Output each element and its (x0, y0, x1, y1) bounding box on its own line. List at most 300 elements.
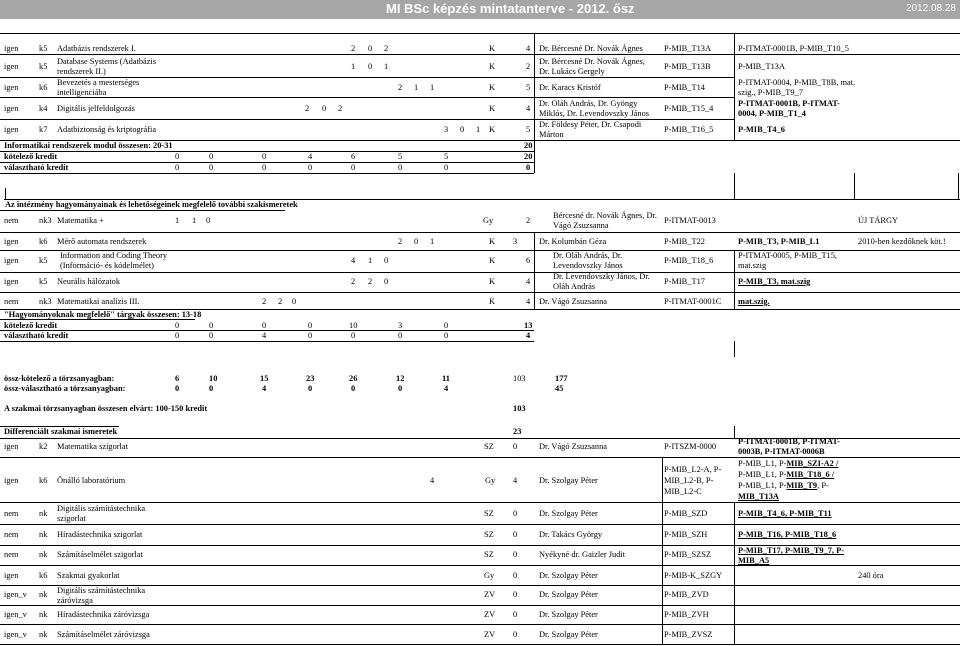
type-cell: nk (39, 590, 48, 599)
hours-practice: 1 (414, 83, 419, 92)
total-value: 15 (260, 374, 269, 383)
grid-line (0, 502, 960, 503)
credit-value: 0 (175, 331, 180, 340)
grid-line (534, 232, 535, 250)
teacher-cell: Bércesné dr. Novák Ágnes, Dr. (553, 211, 657, 220)
prerequisite-cell: mat.szig. (738, 297, 770, 306)
teacher-cell: Dr. Levendovszky János, Dr. (553, 272, 650, 281)
teacher-cell: Dr. Vágó Zsuzsanna (539, 442, 607, 451)
credit-cell: 4 (526, 44, 531, 53)
total-mandatory-label: össz-kötelező a törzsanyagban: (4, 374, 115, 383)
subject-name: Számításelmélet záróvizsga (57, 630, 150, 639)
mandatory-credit-label: kötelező kredit (4, 152, 58, 161)
subject-name: Digitális számítástechnika (57, 504, 146, 513)
credit-value: 0 (308, 331, 313, 340)
type-cell: nk (39, 509, 48, 518)
type-cell: k5 (39, 256, 48, 265)
credit-cell: 0 (513, 442, 518, 451)
credit-value: 10 (349, 321, 358, 330)
type-cell: k6 (39, 83, 48, 92)
grid-line (734, 426, 735, 438)
type-cell: k4 (39, 104, 48, 113)
status-cell: igen (4, 277, 19, 286)
grid-line (958, 173, 959, 199)
hours-lab: 1 (476, 125, 481, 134)
subject-code: P-MIB_T17 (664, 277, 705, 286)
credit-cell: 4 (526, 104, 531, 113)
prerequisite-cell-cont: MIB_A5 (738, 556, 770, 565)
credit-value: 0 (351, 331, 356, 340)
type-cell: nk (39, 630, 48, 639)
exam-type: ZV (484, 590, 496, 599)
subject-name: Számításelmélet szigorlat (57, 550, 143, 559)
credit-value: 0 (262, 163, 267, 172)
prerequisite-cell-cont: mat.szig (738, 261, 767, 270)
subject-code: P-MIB_ZVSZ (664, 630, 713, 639)
type-cell: k7 (39, 125, 48, 134)
teacher-cell: Dr. Karacs Kristóf (539, 83, 601, 92)
total-value: 0 (308, 384, 313, 393)
teacher-cell: Dr. Szolgay Péter (539, 630, 598, 639)
status-cell: igen (4, 571, 19, 580)
hours-lab: 2 (338, 104, 343, 113)
total-value: 11 (442, 374, 450, 383)
prerequisite-cell: P-MIB_L1, P-MIB_SZI-A2 / (738, 459, 839, 468)
subject-code: P-MIB_T14 (664, 83, 705, 92)
subject-code: P-ITMAT-0013 (664, 216, 716, 225)
exam-type: SZ (484, 530, 494, 539)
grid-line (0, 232, 960, 233)
exam-type: K (489, 125, 496, 134)
credit-cell: 2 (526, 62, 531, 71)
subject-name: Digitális jelfeldolgozás (57, 104, 135, 113)
credit-value: 0 (308, 321, 313, 330)
teacher-cell: Dr. Szolgay Péter (539, 610, 598, 619)
hours-lab: 1 (430, 237, 435, 246)
prerequisite-cell: P-MIB_T17, P-MIB_T9_7, P- (738, 546, 845, 555)
credit-value: 5 (444, 152, 449, 161)
credit-value: 0 (262, 152, 267, 161)
credit-cell: 6 (526, 256, 531, 265)
subject-name: Szakmai gyakorlat (57, 571, 120, 580)
prerequisite-cell: P-MIB_T4_6 (738, 125, 785, 134)
total-value: 103 (513, 374, 526, 383)
prerequisite-cell: P-ITMAT-0004, P-MIB_T8B, mat. (738, 78, 856, 87)
grid-line (0, 341, 534, 342)
grid-line (0, 457, 960, 458)
grid-line (734, 341, 735, 357)
type-cell: k5 (39, 277, 48, 286)
grid-line (0, 173, 534, 174)
type-cell: k5 (39, 44, 48, 53)
type-cell: nk (39, 530, 48, 539)
subject-name: Mérő automata rendszerek (57, 237, 147, 246)
exam-type: K (489, 297, 496, 306)
prerequisite-cell: P-ITMAT-0001B, P-MIB_T10_5 (738, 44, 849, 53)
status-cell: nem (4, 530, 19, 539)
prerequisite-cell: P-MIB_T13A (738, 62, 785, 71)
subject-code: P-ITMAT-0001C (664, 297, 722, 306)
subject-name: Híradástechnika záróvizsga (57, 610, 150, 619)
credit-value: 0 (351, 163, 356, 172)
subject-code-cont: MIB_L2-C (664, 487, 702, 496)
credit-total: 0 (526, 163, 531, 172)
teacher-cell: Dr. Oláh András, Dr. (553, 251, 623, 260)
grid-line (0, 565, 960, 566)
exam-type: ZV (484, 610, 496, 619)
credit-cell: 0 (513, 571, 518, 580)
grid-line (0, 54, 960, 55)
teacher-cell: Dr. Földesy Péter, Dr. Csapodi (539, 120, 642, 129)
subject-code: P-MIB_T16_5 (664, 125, 714, 134)
prerequisite-cell-cont: MIB_T13A (738, 492, 779, 501)
subject-name-cont: szigorlat (57, 514, 86, 523)
total-value: 4 (444, 384, 449, 393)
subject-name-cont: záróvizsga (57, 596, 93, 605)
subject-name: Híradástechnika szigorlat (57, 530, 143, 539)
status-cell: igen_v (4, 630, 27, 639)
type-cell: nk (39, 550, 48, 559)
subject-name: Digitális számítástechnika (57, 586, 146, 595)
exam-type: K (489, 256, 496, 265)
teacher-cell-cont: Oláh András (553, 282, 596, 291)
hours-lab: 2 (384, 44, 389, 53)
hours-lab: 0 (384, 277, 389, 286)
credit-value: 0 (175, 152, 180, 161)
elective-credit-label: választható kredit (4, 331, 69, 340)
section-heading: Differenciált szakmai ismeretek (4, 427, 118, 436)
subject-code: P-MIB_SZH (664, 530, 708, 539)
module-summary: "Hagyományoknak megfelelő" tárgyak összesen: 13-18 (4, 310, 202, 319)
status-cell: nem (4, 509, 19, 518)
credit-cell: 2 (526, 216, 531, 225)
type-cell: k6 (39, 571, 48, 580)
subject-code: P-MIB_SZSZ (664, 550, 712, 559)
exam-type: K (489, 44, 496, 53)
credit-value: 0 (175, 321, 180, 330)
status-cell: igen (4, 83, 19, 92)
module-summary-credit: 20 (524, 141, 533, 150)
section-credit: 23 (513, 427, 522, 436)
subject-code: P-MIB_ZVD (664, 590, 709, 599)
total-value: 0 (175, 384, 180, 393)
subject-code: P-MIB_T15_4 (664, 104, 714, 113)
subject-code: P-ITSZM-0000 (664, 442, 717, 451)
grid-line (0, 151, 534, 152)
credit-cell: 5 (526, 125, 531, 134)
teacher-cell: Dr. Bércesné Dr. Novák Ágnes, (539, 57, 645, 66)
header-bar (0, 0, 960, 19)
subject-name: Önálló laboratórium (57, 476, 126, 485)
status-cell: nem (4, 216, 19, 225)
hours-lecture: 2 (305, 104, 310, 113)
subject-name: Bevezetés a mesterséges (57, 78, 140, 87)
teacher-cell: Dr. Szolgay Péter (539, 571, 598, 580)
grid-line (0, 210, 285, 211)
hours-lab: 1 (384, 62, 389, 71)
credit-value: 0 (209, 163, 214, 172)
hours-practice: 2 (368, 277, 373, 286)
credit-cell: 5 (526, 83, 531, 92)
type-cell: nk3 (39, 297, 52, 306)
subject-code: P-MIB_T22 (664, 237, 705, 246)
grand-total: 45 (555, 384, 564, 393)
teacher-cell-cont: Márton (539, 130, 564, 139)
credit-value: 6 (351, 152, 356, 161)
credit-value: 3 (398, 321, 403, 330)
type-cell: k6 (39, 237, 48, 246)
credit-value: 0 (398, 331, 403, 340)
total-value: 26 (349, 374, 358, 383)
hours-lab: 1 (430, 83, 435, 92)
status-cell: igen (4, 104, 19, 113)
hours-practice: 1 (368, 256, 373, 265)
exam-type: K (489, 277, 496, 286)
credit-cell: 0 (513, 550, 518, 559)
mandatory-credit-label: kötelező kredit (4, 321, 58, 330)
credit-value: 0 (262, 321, 267, 330)
credit-value: 0 (444, 331, 449, 340)
credit-cell: 0 (513, 610, 518, 619)
credit-value: 4 (262, 331, 267, 340)
credit-total: 13 (524, 321, 533, 330)
note-cell: 2010-ben kezdőknek köt.! (858, 237, 946, 246)
grid-line (0, 272, 960, 273)
prerequisite-cell: P-MIB_T3, mat.szig (738, 277, 811, 286)
status-cell: igen (4, 442, 19, 451)
grid-line (0, 330, 534, 331)
type-cell: k6 (39, 476, 48, 485)
subject-code: P-MIB_ZVH (664, 610, 709, 619)
credit-cell: 0 (513, 509, 518, 518)
credit-value: 0 (175, 163, 180, 172)
subject-code: P-MIB_T13A (664, 44, 711, 53)
grid-line (662, 457, 663, 644)
hours-practice: 0 (368, 44, 373, 53)
hours-lab: 4 (430, 476, 435, 485)
section-heading: Az intézmény hagyományainak és lehetőségeinek megfelelő további szakismeretek (5, 200, 298, 209)
hours-lecture: 2 (262, 297, 267, 306)
exam-type: ZV (484, 630, 496, 639)
type-cell: nk3 (39, 216, 52, 225)
subject-code: P-MIB-K_SZGY (664, 571, 723, 580)
exam-type: SZ (484, 509, 494, 518)
subject-name: Adatbiztonság és kriptográfia (57, 125, 157, 134)
teacher-cell: Dr. Vágó Zsuzsanna (539, 297, 607, 306)
hours-lecture: 2 (398, 237, 403, 246)
subject-code: P-MIB_T18_6 (664, 256, 714, 265)
subject-code: P-MIB_T13B (664, 62, 711, 71)
credit-value: 0 (444, 321, 449, 330)
hours-lecture: 4 (351, 256, 356, 265)
grid-line (0, 644, 960, 645)
status-cell: igen (4, 476, 19, 485)
hours-practice: 2 (278, 297, 283, 306)
hours-lecture: 1 (175, 216, 180, 225)
status-cell: igen (4, 62, 19, 71)
total-elective-label: össz-választható a törzsanyagban: (4, 384, 126, 393)
page-date: 2012.08.28 (905, 3, 956, 14)
subject-name-cont: intelligenciába (57, 88, 107, 97)
credit-value: 0 (398, 163, 403, 172)
grid-line (0, 162, 534, 163)
status-cell: nem (4, 297, 19, 306)
teacher-cell: Dr. Szolgay Péter (539, 476, 598, 485)
subject-name: Matematika + (57, 216, 104, 225)
prerequisite-cell-cont: P-MIB_L1, P-MIB_T9, P- (738, 481, 829, 490)
teacher-cell-cont: Levendovszky János (553, 261, 623, 270)
hours-practice: 0 (322, 104, 327, 113)
teacher-cell: Nyékyné dr. Gaizler Judit (539, 550, 626, 559)
credit-cell: 4 (513, 476, 518, 485)
type-cell: k2 (39, 442, 48, 451)
credit-value: 5 (398, 152, 403, 161)
grid-line (0, 33, 960, 34)
subject-name: Matematika szigorlat (57, 442, 128, 451)
credit-cell: 0 (513, 630, 518, 639)
credit-value: 0 (444, 163, 449, 172)
prerequisite-cell: P-MIB_T4_6, P-MIB_T11 (738, 509, 832, 518)
prerequisite-cell-cont: 0004, P-MIB_T1_4 (738, 109, 806, 118)
page-title: MI BSc képzés mintatanterve - 2012. ősz (386, 1, 635, 16)
credit-value: 0 (209, 321, 214, 330)
credit-cell: 0 (513, 530, 518, 539)
hours-lecture: 1 (351, 62, 356, 71)
grid-line (0, 292, 960, 293)
hours-lab: 0 (292, 297, 297, 306)
total-value: 0 (398, 384, 403, 393)
subject-name: Neurális hálózatok (57, 277, 121, 286)
teacher-cell: Dr. Kolumbán Géza (539, 237, 607, 246)
subject-name: Information and Coding Theory (60, 251, 168, 260)
exam-type: Gy (483, 216, 494, 225)
status-cell: igen (4, 125, 19, 134)
credit-total: 20 (524, 152, 533, 161)
subject-name-cont: (Információ- és kódelmélet) (60, 261, 154, 270)
grid-line (534, 250, 535, 309)
grid-line (534, 33, 535, 173)
status-cell: igen_v (4, 590, 27, 599)
hours-lab: 0 (384, 256, 389, 265)
total-value: 0 (209, 384, 214, 393)
prerequisite-cell: P-MIB_T16, P-MIB_T18_6 (738, 530, 837, 539)
exam-type: SZ (484, 442, 494, 451)
grid-line (734, 502, 735, 644)
total-value: 4 (262, 384, 267, 393)
subject-name-cont: rendszerek II.) (57, 67, 106, 76)
teacher-cell: Dr. Bércesné Dr. Novák Ágnes (539, 44, 643, 53)
prerequisite-cell-cont: P-MIB_L1, P-MIB_T18_6 / (738, 470, 835, 479)
exam-type: K (489, 62, 496, 71)
hours-practice: 1 (192, 216, 197, 225)
exam-type: Gy (484, 571, 495, 580)
hours-practice: 0 (414, 237, 419, 246)
credit-value: 0 (308, 163, 313, 172)
subject-name: Database Systems (Adatbázis (57, 57, 157, 66)
teacher-cell: Dr. Oláh András, Dr. Gyöngy (539, 99, 638, 108)
grid-line (734, 173, 735, 199)
credit-value: 4 (308, 152, 313, 161)
teacher-cell-cont: Dr. Lukács Gergely (539, 67, 605, 76)
teacher-cell: Dr. Takács György (539, 530, 603, 539)
grid-line (0, 524, 960, 525)
status-cell: igen_v (4, 610, 27, 619)
subject-name: Adatbázis rendszerek I. (57, 44, 136, 53)
expected-total-value: 103 (513, 404, 526, 413)
hours-lecture: 2 (351, 277, 356, 286)
subject-code: P-MIB_SZD (664, 509, 708, 518)
grid-line (734, 33, 735, 140)
prerequisite-cell-cont: szig., P-MIB_T9_7 (738, 88, 803, 97)
credit-value: 0 (209, 152, 214, 161)
grid-line (0, 624, 960, 625)
total-value: 12 (396, 374, 405, 383)
type-cell: k5 (39, 62, 48, 71)
grid-line (0, 97, 734, 98)
credit-value: 0 (209, 331, 214, 340)
prerequisite-cell-cont: 0003B, P-ITMAT-0006B (738, 447, 825, 456)
hours-lecture: 3 (444, 125, 449, 134)
prerequisite-cell: P-ITMAT-0005, P-MIB_T15, (738, 251, 838, 260)
exam-type: SZ (484, 550, 494, 559)
total-value: 23 (306, 374, 315, 383)
credit-cell: 4 (526, 277, 531, 286)
prerequisite-cell: P-ITMAT-0001B, P-ITMAT- (738, 99, 840, 108)
exam-type: Gy (485, 476, 496, 485)
prerequisite-cell: P-MIB_T3, P-MIB_L1 (738, 237, 820, 246)
subject-name: Matematikai analízis III. (57, 297, 140, 306)
exam-type: K (489, 237, 496, 246)
hours-practice: 0 (368, 62, 373, 71)
total-value: 10 (209, 374, 218, 383)
note-cell: 240 óra (858, 571, 884, 580)
credit-cell: 0 (513, 590, 518, 599)
hours-practice: 0 (460, 125, 465, 134)
hours-lab: 0 (206, 216, 211, 225)
expected-total-label: A szakmai törzsanyagban összesen elvárt: 100-150 kredit (4, 404, 208, 413)
prerequisite-cell: P-ITMAT-0001B, P-ITMAT- (738, 437, 840, 446)
status-cell: igen (4, 237, 19, 246)
credit-total: 4 (526, 331, 531, 340)
teacher-cell-cont: Vágó Zsuzsanna (553, 221, 609, 230)
exam-type: K (489, 104, 496, 113)
type-cell: nk (39, 610, 48, 619)
module-summary: Informatikai rendszerek modul összesen: 20-31 (4, 141, 173, 150)
status-cell: nem (4, 550, 19, 559)
note-cell: ÚJ TÁRGY (858, 216, 899, 225)
exam-type: K (489, 83, 496, 92)
credit-cell: 4 (526, 297, 531, 306)
teacher-cell: Dr. Szolgay Péter (539, 590, 598, 599)
elective-credit-label: választható kredit (4, 163, 69, 172)
grand-total: 177 (555, 374, 568, 383)
credit-cell: 3 (513, 237, 518, 246)
grid-line (734, 250, 735, 309)
status-cell: igen (4, 44, 19, 53)
hours-lecture: 2 (398, 83, 403, 92)
grid-line (854, 173, 855, 199)
status-cell: igen (4, 256, 19, 265)
grid-line (0, 605, 960, 606)
grid-line (5, 188, 6, 199)
teacher-cell-cont: Miklós, Dr. Levendovszky János (539, 109, 650, 118)
subject-code-cont: MIB_L2-B, P- (664, 476, 714, 485)
hours-lecture: 2 (351, 44, 356, 53)
subject-code: P-MIB_L2-A, P- (664, 465, 722, 474)
teacher-cell: Dr. Szolgay Péter (539, 509, 598, 518)
total-value: 0 (351, 384, 356, 393)
total-value: 6 (175, 374, 180, 383)
